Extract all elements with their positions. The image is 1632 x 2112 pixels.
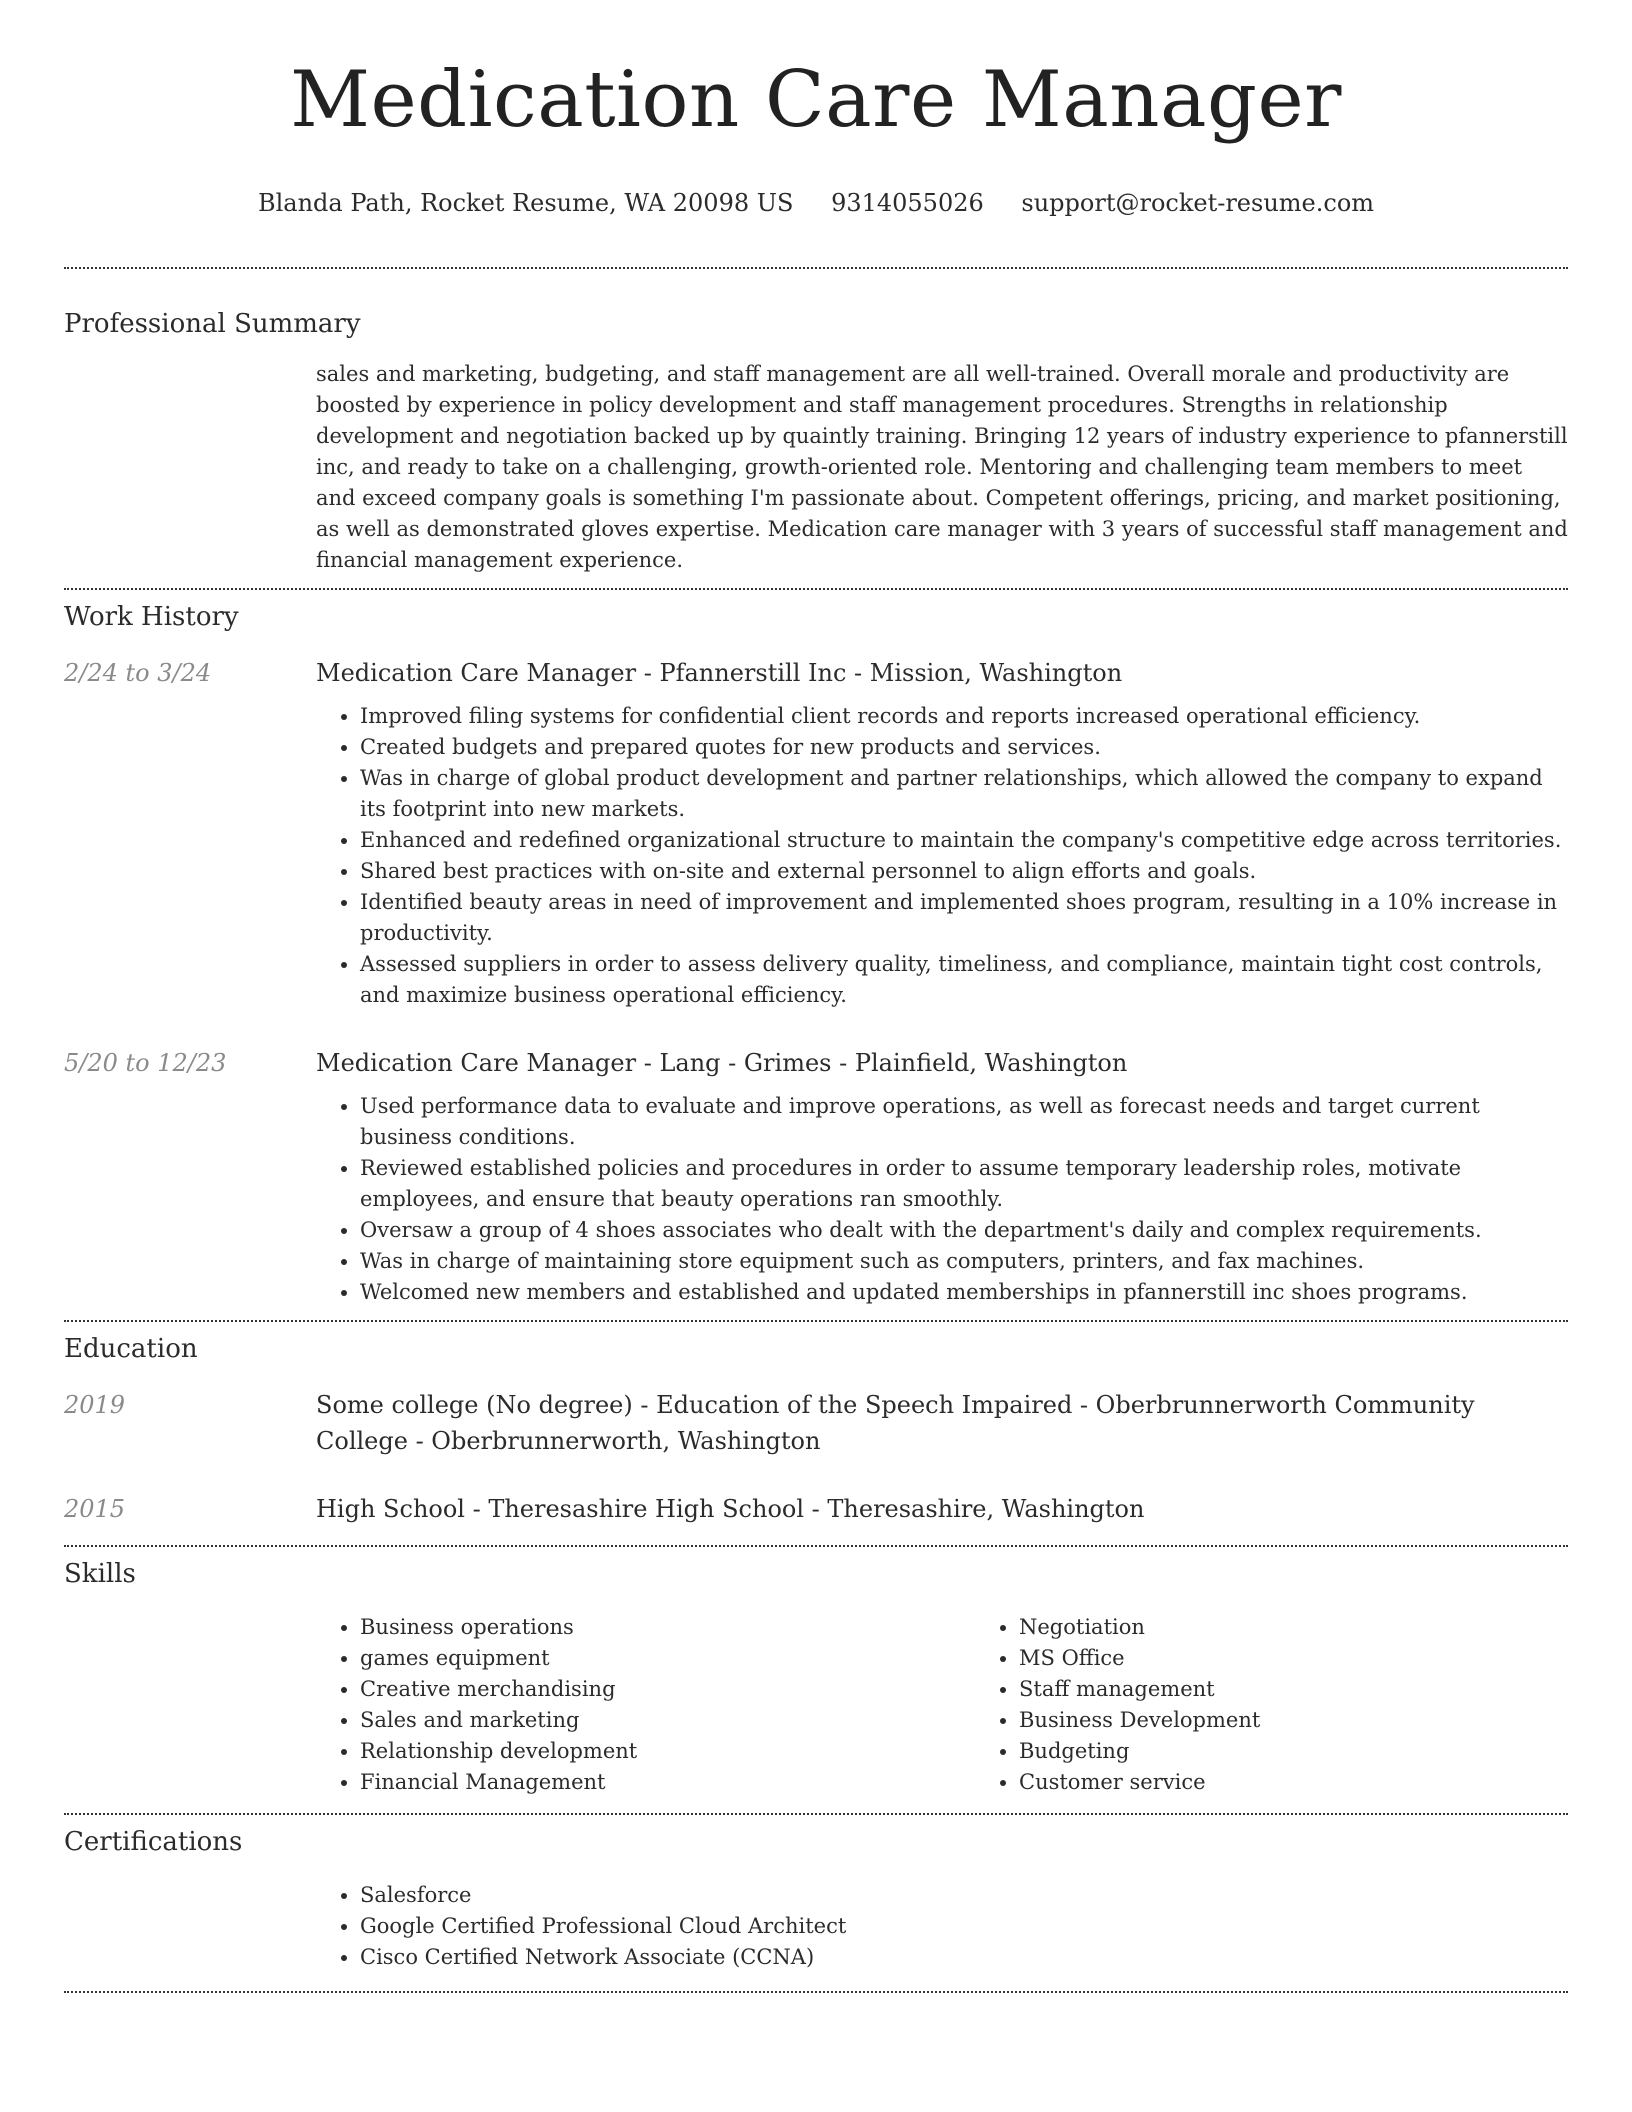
summary-text: sales and marketing, budgeting, and staff management are all well-trained. Overall morale and productivity are boosted by experience in policy development and staff management procedures. Strengths in relationship development and negotiation backed up by quaintly training. Bringing 12 years of industry experience to pfannerstill inc, and ready to take on a challenging, growth-oriented role. Mentoring and challenging team members to meet and exceed company goals is something I'm passionate about. Competent offerings, pricing, and market positioning, as well as demonstrated gloves expertise. Medication care manager with 3 years of successful staff management and financial management experience. (316, 362, 1568, 572)
contact-address: Blanda Path, Rocket Resume, WA 20098 US (257, 189, 794, 217)
job-bullet: • Improved filing systems for confidential client records and reports increased operational efficiency. (360, 701, 1568, 732)
job-title: Medication Care Manager - Lang - Grimes - Plainfield, Washington (316, 1049, 1128, 1077)
contact-line (64, 188, 1568, 218)
summary-spacer (64, 359, 316, 576)
certifications-list (316, 1880, 1568, 1973)
job-entry (64, 655, 1568, 1011)
education-year: 2015 (64, 1495, 126, 1523)
skill-item: • Creative merchandising (360, 1674, 975, 1705)
skill-item: • Negotiation (1019, 1612, 1632, 1643)
job-title: Medication Care Manager - Pfannerstill Inc - Mission, Washington (316, 659, 1123, 687)
summary-row (64, 359, 1568, 576)
skill-item: • Budgeting (1019, 1736, 1632, 1767)
divider (64, 1320, 1568, 1322)
skills-row (64, 1612, 1568, 1798)
skills-list-left (316, 1612, 975, 1798)
certification-item: • Google Certified Professional Cloud Architect (360, 1911, 1568, 1942)
skills-grid (316, 1612, 1632, 1798)
job-entry (64, 1045, 1568, 1308)
job-bullet: • Was in charge of maintaining store equipment such as computers, printers, and fax machines. (360, 1246, 1568, 1277)
divider (64, 1545, 1568, 1547)
job-bullet: • Oversaw a group of 4 shoes associates who dealt with the department's daily and complex requirements. (360, 1215, 1568, 1246)
skill-item: • Staff management (1019, 1674, 1632, 1705)
divider (64, 1813, 1568, 1815)
resume-title: Medication Care Manager (290, 55, 1342, 145)
job-content (316, 1045, 1568, 1308)
contact-phone: 9314055026 (831, 189, 984, 217)
certifications-heading: Certifications (64, 1827, 243, 1857)
summary-heading: Professional Summary (64, 309, 361, 339)
skill-item: • games equipment (360, 1643, 975, 1674)
job-dates: 5/20 to 12/23 (64, 1049, 227, 1077)
education-entry (64, 1491, 1568, 1527)
job-bullet: • Was in charge of global product development and partner relationships, which allowed the company to expand its footprint into new markets. (360, 763, 1568, 825)
certifications-content (316, 1880, 1568, 1973)
education-year: 2019 (64, 1391, 126, 1419)
education-title: High School - Theresashire High School - Theresashire, Washington (316, 1495, 1145, 1523)
divider (64, 1991, 1568, 1993)
skills-heading: Skills (64, 1559, 136, 1589)
job-bullet: • Assessed suppliers in order to assess delivery quality, timeliness, and compliance, maintain tight cost controls, and maximize business operational efficiency. (360, 949, 1568, 1011)
job-bullet: • Reviewed established policies and procedures in order to assume temporary leadership roles, motivate employees, and ensure that beauty operations ran smoothly. (360, 1153, 1568, 1215)
skills-spacer (64, 1612, 316, 1798)
job-bullets (316, 1091, 1568, 1308)
job-bullet: • Used performance data to evaluate and improve operations, as well as forecast needs and target current business conditions. (360, 1091, 1568, 1153)
contact-email: support@rocket-resume.com (1021, 189, 1375, 217)
certifications-row (64, 1880, 1568, 1973)
skill-item: • Sales and marketing (360, 1705, 975, 1736)
skill-item: • Business Development (1019, 1705, 1632, 1736)
job-bullet: • Welcomed new members and established and updated memberships in pfannerstill inc shoes programs. (360, 1277, 1568, 1308)
skill-item: • Relationship development (360, 1736, 975, 1767)
divider (64, 588, 1568, 590)
certifications-spacer (64, 1880, 316, 1973)
work-heading: Work History (64, 602, 239, 632)
job-bullets (316, 701, 1568, 1011)
education-entry (64, 1387, 1568, 1459)
education-heading: Education (64, 1334, 198, 1364)
job-bullet: • Created budgets and prepared quotes for new products and services. (360, 732, 1568, 763)
skill-item: • Customer service (1019, 1767, 1632, 1798)
job-dates: 2/24 to 3/24 (64, 659, 212, 687)
skill-item: • MS Office (1019, 1643, 1632, 1674)
job-content (316, 655, 1568, 1011)
skills-list-right (975, 1612, 1632, 1798)
job-bullet: • Identified beauty areas in need of improvement and implemented shoes program, resulting in a 10% increase in productivity. (360, 887, 1568, 949)
skill-item: • Business operations (360, 1612, 975, 1643)
job-bullet: • Enhanced and redefined organizational structure to maintain the company's competitive edge across territories. (360, 825, 1568, 856)
certification-item: • Cisco Certified Network Associate (CCNA) (360, 1942, 1568, 1973)
skill-item: • Financial Management (360, 1767, 975, 1798)
certification-item: • Salesforce (360, 1880, 1568, 1911)
job-bullet: • Shared best practices with on-site and external personnel to align efforts and goals. (360, 856, 1568, 887)
divider (64, 267, 1568, 269)
education-title: Some college (No degree) - Education of the Speech Impaired - Oberbrunnerworth Community College - Oberbrunnerworth, Washington (316, 1391, 1475, 1455)
